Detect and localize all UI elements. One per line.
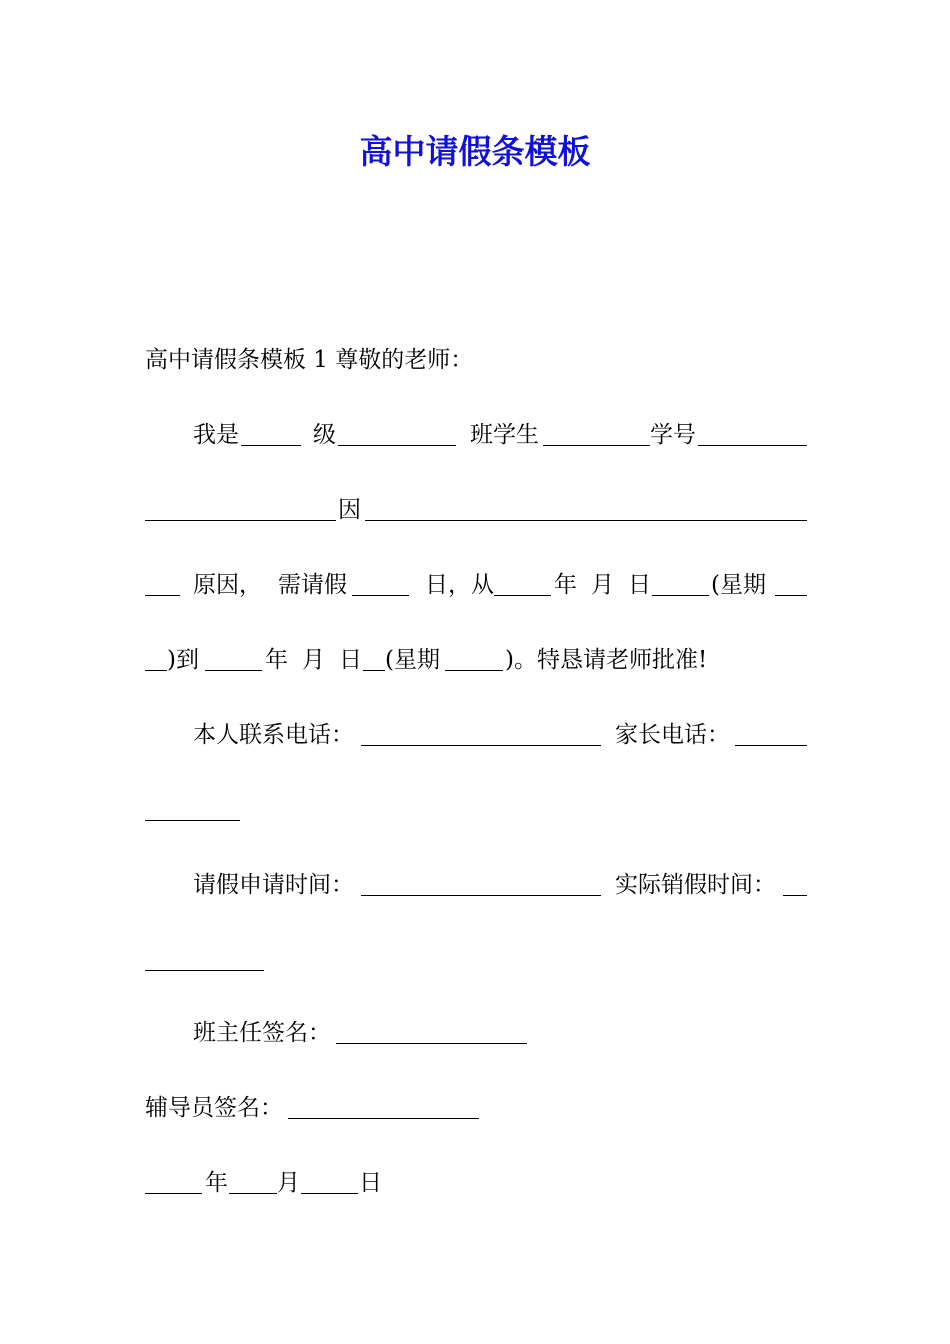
grade-blank[interactable]: [241, 445, 301, 446]
from-weekday-blank[interactable]: [652, 595, 709, 596]
phone-blank[interactable]: [361, 745, 601, 746]
reason-label: 因: [338, 497, 361, 523]
to-label: )到: [167, 647, 199, 673]
cancel-time-blank[interactable]: [783, 895, 807, 896]
form-line-2: [145, 490, 807, 530]
to-weekday-label: (星期: [385, 647, 440, 673]
to-year-blank[interactable]: [205, 670, 262, 671]
reason-suffix: 原因，: [193, 572, 262, 598]
parent-phone-blank-cont[interactable]: [145, 820, 240, 821]
counselor-signature-line: [145, 1088, 807, 1128]
reason-blank[interactable]: [365, 520, 807, 521]
counselor-signature-label: 辅导员签名：: [145, 1095, 283, 1121]
parent-phone-blank[interactable]: [735, 745, 807, 746]
form-line-3: [145, 565, 807, 605]
from-label: 日，从: [425, 572, 494, 598]
date-day-label: 日: [359, 1170, 382, 1196]
date-month-blank[interactable]: [229, 1193, 277, 1194]
to-day-label: 日: [339, 647, 362, 673]
to-month-label: 月: [302, 647, 325, 673]
teacher-signature-line: [193, 1013, 807, 1053]
teacher-signature-blank[interactable]: [336, 1043, 527, 1044]
from-year-blank[interactable]: [494, 595, 551, 596]
parent-phone-label: 家长电话：: [615, 722, 730, 748]
from-day-label: 日: [628, 572, 651, 598]
apply-time-blank[interactable]: [361, 895, 601, 896]
leave-time-line: [193, 865, 807, 905]
class-blank[interactable]: [338, 445, 456, 446]
date-line: [145, 1163, 807, 1203]
date-month-label: 月: [277, 1170, 300, 1196]
class-student-label: 班学生: [470, 422, 539, 448]
reason-blank-cont[interactable]: [145, 595, 180, 596]
approval-request: )。特恳请老师批准!: [505, 647, 708, 673]
form-line-4: [145, 640, 807, 680]
phone-label: 本人联系电话：: [193, 722, 354, 748]
student-id-blank-cont[interactable]: [698, 445, 807, 446]
date-year-label: 年: [205, 1170, 228, 1196]
salutation-line: [145, 340, 807, 380]
date-day-blank[interactable]: [301, 1193, 358, 1194]
date-year-blank[interactable]: [145, 1193, 202, 1194]
grade-label: 级: [313, 422, 336, 448]
from-weekday-label: (星期: [711, 572, 766, 598]
days-blank[interactable]: [352, 595, 409, 596]
apply-time-label: 请假申请时间：: [193, 872, 354, 898]
leave-time-line-cont: [145, 940, 807, 980]
to-weekday-blank[interactable]: [445, 670, 503, 671]
teacher-signature-label: 班主任签名：: [193, 1020, 331, 1046]
document-title: 高中请假条模板: [359, 132, 591, 171]
counselor-signature-blank[interactable]: [288, 1118, 479, 1119]
to-day-blank[interactable]: [363, 670, 385, 671]
contact-line: [193, 715, 807, 755]
student-id-blank[interactable]: [543, 445, 650, 446]
from-weekday-value-blank[interactable]: [775, 595, 807, 596]
to-year-label: 年: [265, 647, 288, 673]
intro-text: 我是: [193, 422, 239, 448]
cancel-time-label: 实际销假时间：: [615, 872, 776, 898]
student-id-blank-wrap[interactable]: [145, 520, 336, 521]
contact-line-cont: [145, 790, 807, 830]
from-weekday-value-cont[interactable]: [145, 670, 167, 671]
salutation-text: 高中请假条模板 1 尊敬的老师：: [145, 347, 474, 373]
from-month-label: 月: [591, 572, 614, 598]
days-label: 需请假: [278, 572, 347, 598]
from-year-label: 年: [554, 572, 577, 598]
cancel-time-blank-cont[interactable]: [145, 970, 264, 971]
form-line-1: [193, 415, 807, 455]
student-id-label: 学号: [650, 422, 696, 448]
